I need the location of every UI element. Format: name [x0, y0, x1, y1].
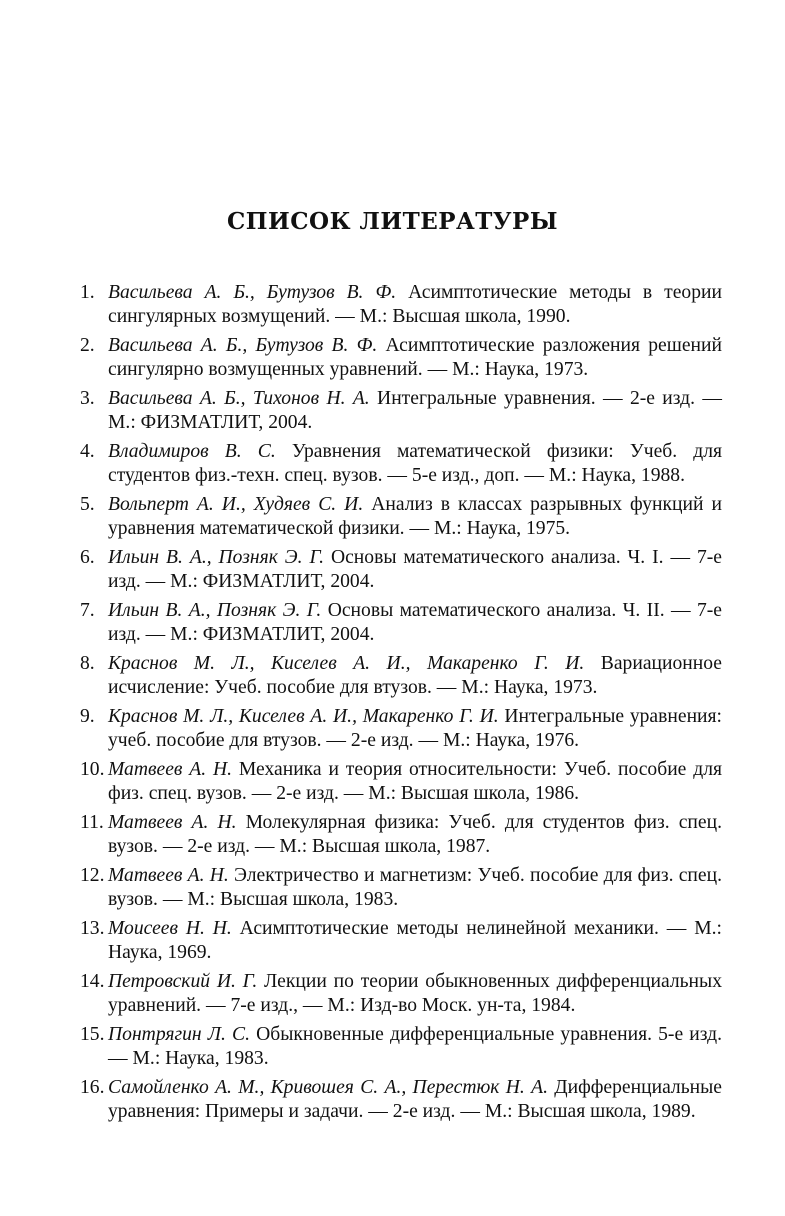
reference-item: [60, 387, 722, 435]
reference-text: [108, 599, 722, 647]
reference-description: Вариационное исчисление: Учеб. пособие для втузов. — М.: Наука, 1973.: [108, 653, 722, 698]
reference-number-label: 6.: [80, 547, 95, 568]
reference-number-label: 9.: [80, 706, 95, 727]
reference-authors: Петровский И. Г.: [108, 971, 258, 992]
reference-description: Анализ в классах разрывных функций и уравнения математической физики. — М.: Наука, 1975.: [108, 494, 722, 539]
reference-authors: Ильин В. А., Позняк Э. Г.: [108, 547, 325, 568]
reference-authors: Вольперт А. И., Худяев С. И.: [108, 494, 364, 515]
reference-text: [108, 758, 722, 806]
reference-item: [60, 599, 722, 647]
reference-list: [60, 281, 722, 1129]
reference-authors: Владимиров В. С.: [108, 441, 276, 462]
reference-description: Интегральные уравнения: учеб. пособие для втузов. — 2-е изд. — М.: Наука, 1976.: [108, 706, 722, 751]
reference-item: [60, 705, 722, 753]
reference-number-label: 13.: [80, 918, 105, 939]
reference-number: [60, 652, 108, 700]
reference-text: [108, 1023, 722, 1071]
reference-description: Основы математического анализа. Ч. I. — 7-е изд. — М.: ФИЗМАТЛИТ, 2004.: [108, 547, 722, 592]
reference-item: [60, 334, 722, 382]
reference-number-label: 8.: [80, 653, 95, 674]
reference-number: [60, 705, 108, 753]
reference-text: [108, 493, 722, 541]
reference-text: [108, 652, 722, 700]
reference-text: [108, 387, 722, 435]
reference-number: [60, 758, 108, 806]
reference-text: [108, 334, 722, 382]
reference-number-label: 7.: [80, 600, 95, 621]
reference-text: [108, 1076, 722, 1124]
reference-description: Асимптотические разложения решений сингулярно возмущенных уравнений. — М.: Наука, 1973.: [108, 335, 722, 380]
reference-description: Механика и теория относительности: Учеб. пособие для физ. спец. вузов. — 2-е изд. — М.: Высшая школа, 1986.: [108, 759, 722, 804]
reference-text: [108, 864, 722, 912]
reference-number-label: 2.: [80, 335, 95, 356]
reference-description: Электричество и магнетизм: Учеб. пособие для физ. спец. вузов. — М.: Высшая школа, 1983.: [108, 865, 723, 910]
reference-item: [60, 652, 722, 700]
reference-item: [60, 1076, 722, 1124]
reference-item: [60, 1023, 722, 1071]
page-title: СПИСОК ЛИТЕРАТУРЫ: [227, 208, 558, 235]
reference-item: [60, 546, 722, 594]
reference-text: [108, 917, 722, 965]
reference-item: [60, 440, 722, 488]
reference-item: [60, 493, 722, 541]
reference-description: Дифференциальные уравнения: Примеры и задачи. — 2-е изд. — М.: Высшая школа, 1989.: [108, 1077, 722, 1122]
reference-number-label: 4.: [80, 441, 95, 462]
reference-item: [60, 864, 722, 912]
reference-item: [60, 917, 722, 965]
reference-authors: Ильин В. А., Позняк Э. Г.: [108, 600, 322, 621]
reference-description: Обыкновенные дифференциальные уравнения. 5-е изд. — М.: Наука, 1983.: [108, 1024, 722, 1069]
reference-item: [60, 281, 722, 329]
reference-number-label: 5.: [80, 494, 95, 515]
reference-number: [60, 917, 108, 965]
reference-authors: Васильева А. Б., Бутузов В. Ф.: [108, 335, 378, 356]
reference-number-label: 11.: [80, 812, 104, 833]
reference-description: Молекулярная физика: Учеб. для студентов физ. спец. вузов. — 2-е изд. — М.: Высшая школа, 1987.: [108, 812, 723, 857]
reference-text: [108, 705, 722, 753]
reference-description: Лекции по теории обыкновенных дифференциальных уравнений. — 7-е изд., — М.: Изд-во Моск. ун-та, 1984.: [108, 971, 722, 1016]
reference-number-label: 10.: [80, 759, 105, 780]
reference-description: Основы математического анализа. Ч. II. — 7-е изд. — М.: ФИЗМАТЛИТ, 2004.: [108, 600, 722, 645]
reference-number-label: 14.: [80, 971, 105, 992]
reference-description: Интегральные уравнения. — 2-е изд. — М.: ФИЗМАТЛИТ, 2004.: [108, 388, 722, 433]
reference-authors: Моисеев Н. Н.: [108, 918, 232, 939]
reference-item: [60, 811, 722, 859]
reference-authors: Васильева А. Б., Тихонов Н. А.: [108, 388, 370, 409]
reference-number-label: 15.: [80, 1024, 105, 1045]
reference-number: [60, 811, 108, 859]
reference-number-label: 16.: [80, 1077, 105, 1098]
reference-number: [60, 599, 108, 647]
reference-number: [60, 281, 108, 329]
reference-description: Асимптотические методы нелинейной механики. — М.: Наука, 1969.: [108, 918, 723, 963]
reference-authors: Матвеев А. Н.: [108, 865, 229, 886]
reference-authors: Матвеев А. Н.: [108, 812, 237, 833]
reference-text: [108, 970, 722, 1018]
reference-item: [60, 758, 722, 806]
reference-text: [108, 546, 722, 594]
reference-number: [60, 1076, 108, 1124]
reference-text: [108, 811, 722, 859]
reference-authors: Понтрягин Л. С.: [108, 1024, 250, 1045]
reference-number: [60, 334, 108, 382]
reference-number-label: 1.: [80, 282, 95, 303]
reference-description: Асимптотические методы в теории сингулярных возмущений. — М.: Высшая школа, 1990.: [108, 282, 722, 327]
reference-number: [60, 1023, 108, 1071]
reference-text: [108, 440, 722, 488]
reference-text: [108, 281, 722, 329]
reference-number-label: 3.: [80, 388, 95, 409]
reference-authors: Васильева А. Б., Бутузов В. Ф.: [108, 282, 397, 303]
reference-number: [60, 970, 108, 1018]
reference-number: [60, 440, 108, 488]
reference-number-label: 12.: [80, 865, 105, 886]
reference-number: [60, 546, 108, 594]
reference-authors: Самойленко А. М., Кривошея С. А., Перестюк Н. А.: [108, 1077, 548, 1098]
reference-number: [60, 493, 108, 541]
reference-number: [60, 864, 108, 912]
reference-description: Уравнения математической физики: Учеб. для студентов физ.-техн. спец. вузов. — 5-е изд., доп. — М.: Наука, 1988.: [108, 441, 722, 486]
reference-number: [60, 387, 108, 435]
reference-authors: Матвеев А. Н.: [108, 759, 233, 780]
reference-authors: Краснов М. Л., Киселев А. И., Макаренко Г. И.: [108, 706, 499, 727]
reference-authors: Краснов М. Л., Киселев А. И., Макаренко Г. И.: [108, 653, 585, 674]
reference-item: [60, 970, 722, 1018]
